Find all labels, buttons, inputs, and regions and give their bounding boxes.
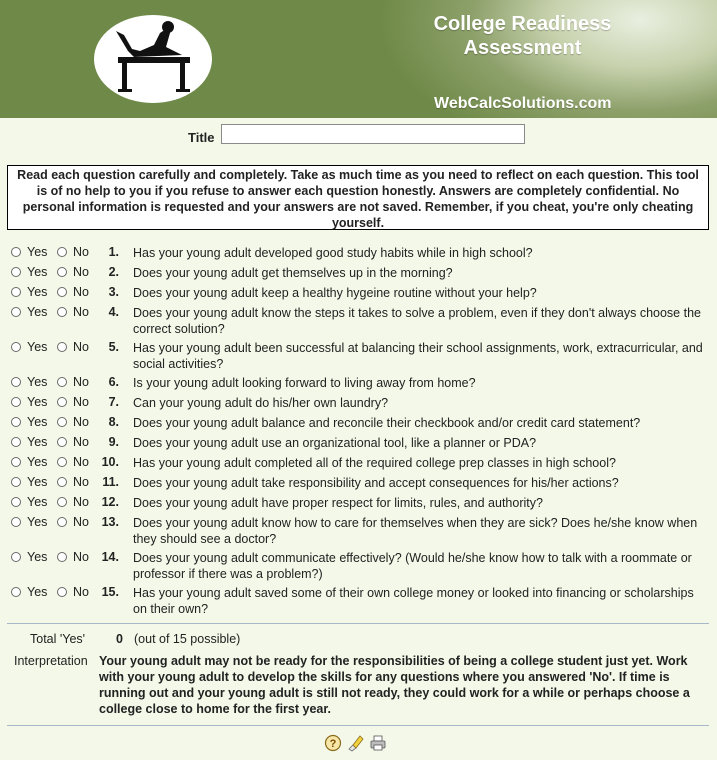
app-title-line2: Assessment: [463, 37, 582, 59]
yes-label[interactable]: Yes: [27, 375, 48, 389]
yes-label[interactable]: Yes: [27, 585, 48, 599]
yes-radio[interactable]: [11, 457, 21, 467]
no-label[interactable]: No: [73, 340, 89, 354]
question-number: 9.: [108, 435, 119, 449]
question-text: Does your young adult know how to care for themselves when they are sick? Does he/she know when they should see a doctor?: [133, 516, 698, 546]
no-label[interactable]: No: [73, 585, 89, 599]
question-text: Has your young adult been successful at balancing their school assignments, work, extracurricular, and social activities?: [133, 341, 703, 371]
question-number: 11.: [102, 475, 119, 489]
yes-label[interactable]: Yes: [27, 435, 48, 449]
question-number: 2.: [108, 265, 119, 279]
yes-radio[interactable]: [11, 517, 21, 527]
help-icon[interactable]: [324, 734, 342, 752]
question-text: Does your young adult have proper respect for limits, rules, and authority?: [133, 496, 543, 510]
no-radio[interactable]: [57, 477, 67, 487]
yes-label[interactable]: Yes: [27, 395, 48, 409]
yes-label[interactable]: Yes: [27, 550, 48, 564]
yes-label[interactable]: Yes: [27, 475, 48, 489]
yes-label[interactable]: Yes: [27, 285, 48, 299]
question-text: Does your young adult get themselves up in the morning?: [133, 266, 453, 280]
question-text: Does your young adult balance and reconcile their checkbook and/or credit card statement?: [133, 416, 641, 430]
no-radio[interactable]: [57, 377, 67, 387]
yes-radio[interactable]: [11, 497, 21, 507]
question-text: Does your young adult keep a healthy hygeine routine without your help?: [133, 286, 537, 300]
no-label[interactable]: No: [73, 305, 89, 319]
student-at-desk-icon: [94, 15, 212, 103]
no-radio[interactable]: [57, 587, 67, 597]
yes-label[interactable]: Yes: [27, 245, 48, 259]
yes-radio[interactable]: [11, 477, 21, 487]
no-radio[interactable]: [57, 417, 67, 427]
svg-text:?: ?: [329, 738, 337, 750]
yes-label[interactable]: Yes: [27, 305, 48, 319]
no-label[interactable]: No: [73, 515, 89, 529]
yes-label[interactable]: Yes: [27, 455, 48, 469]
header-banner: [0, 0, 717, 118]
no-radio[interactable]: [57, 307, 67, 317]
yes-radio[interactable]: [11, 397, 21, 407]
question-number: 4.: [108, 305, 119, 319]
total-yes-label: Total 'Yes': [30, 632, 86, 646]
no-radio[interactable]: [57, 437, 67, 447]
question-number: 13.: [101, 515, 119, 529]
no-radio[interactable]: [57, 247, 67, 257]
question-text: Does your young adult know the steps it takes to solve a problem, even if they don't always choose the correct solution?: [133, 306, 701, 336]
question-number: 6.: [108, 375, 119, 389]
title-input[interactable]: [221, 124, 525, 144]
no-label[interactable]: No: [73, 435, 89, 449]
yes-label[interactable]: Yes: [27, 515, 48, 529]
no-radio[interactable]: [57, 267, 67, 277]
question-number: 3.: [108, 285, 119, 299]
no-radio[interactable]: [57, 342, 67, 352]
interpretation-text: Your young adult may not be ready for the responsibilities of being a college student just yet. Work with your young adult to develop the skills for any questions where you answered 'No'. If time is running out and your young adult is still not ready, they could work for a while or perhaps choose a college close to home for the first year.: [99, 654, 690, 716]
app-title: [400, 12, 645, 60]
no-radio[interactable]: [57, 517, 67, 527]
yes-radio[interactable]: [11, 247, 21, 257]
question-text: Has your young adult developed good study habits while in high school?: [133, 246, 533, 260]
divider: [7, 623, 709, 624]
total-yes-value: 0: [116, 632, 123, 646]
site-name[interactable]: WebCalcSolutions.com: [434, 95, 612, 112]
yes-radio[interactable]: [11, 267, 21, 277]
no-radio[interactable]: [57, 397, 67, 407]
app-title-line1: College Readiness: [433, 13, 612, 35]
question-text: Has your young adult saved some of their own college money or looked into financing or scholarships on their own?: [133, 586, 694, 616]
instructions-box: Read each question carefully and completely. Take as much time as you need to reflect on each question. This tool is of no help to you if you refuse to answer each question honestly. Answers are completely confidential. No personal information is requested and your answers are not saved. Remember, if you cheat, you're only cheating yourself.: [7, 165, 709, 230]
no-label[interactable]: No: [73, 375, 89, 389]
title-label: Title: [188, 130, 215, 145]
question-number: 5.: [108, 340, 119, 354]
question-number: 10.: [101, 455, 119, 469]
question-text: Has your young adult completed all of the required college prep classes in high school?: [133, 456, 616, 470]
title-row: [0, 124, 717, 148]
question-number: 1.: [108, 245, 119, 259]
no-label[interactable]: No: [73, 495, 89, 509]
yes-radio[interactable]: [11, 307, 21, 317]
question-number: 12.: [101, 495, 119, 509]
print-icon[interactable]: [369, 734, 387, 752]
no-radio[interactable]: [57, 457, 67, 467]
yes-radio[interactable]: [11, 552, 21, 562]
no-radio[interactable]: [57, 552, 67, 562]
yes-label[interactable]: Yes: [27, 265, 48, 279]
question-text: Does your young adult communicate effectively? (Would he/she know how to talk with a roommate or professor if there was a problem?): [133, 551, 692, 581]
no-radio[interactable]: [57, 287, 67, 297]
no-label[interactable]: No: [73, 395, 89, 409]
question-number: 15.: [101, 585, 119, 599]
interpretation-label: Interpretation: [14, 654, 88, 668]
divider-bottom: [7, 725, 709, 726]
no-label[interactable]: No: [73, 285, 89, 299]
yes-radio[interactable]: [11, 377, 21, 387]
clear-icon[interactable]: [346, 734, 364, 752]
logo: [94, 15, 212, 103]
question-number: 7.: [108, 395, 119, 409]
question-text: Does your young adult use an organizational tool, like a planner or PDA?: [133, 436, 537, 450]
total-yes-note: (out of 15 possible): [134, 632, 241, 646]
yes-label[interactable]: Yes: [27, 495, 48, 509]
yes-radio[interactable]: [11, 342, 21, 352]
no-label[interactable]: No: [73, 245, 89, 259]
no-label[interactable]: No: [73, 475, 89, 489]
question-number: 14.: [101, 550, 119, 564]
yes-radio[interactable]: [11, 437, 21, 447]
yes-radio[interactable]: [11, 287, 21, 297]
question-text: Does your young adult take responsibility and accept consequences for his/her actions?: [133, 476, 619, 490]
question-text: Can your young adult do his/her own laundry?: [133, 396, 389, 410]
yes-label[interactable]: Yes: [27, 340, 48, 354]
question-number: 8.: [108, 415, 119, 429]
no-label[interactable]: No: [73, 550, 89, 564]
no-radio[interactable]: [57, 497, 67, 507]
yes-radio[interactable]: [11, 417, 21, 427]
no-label[interactable]: No: [73, 455, 89, 469]
yes-label[interactable]: Yes: [27, 415, 48, 429]
yes-radio[interactable]: [11, 587, 21, 597]
question-text: Is your young adult looking forward to living away from home?: [133, 376, 476, 390]
no-label[interactable]: No: [73, 415, 89, 429]
no-label[interactable]: No: [73, 265, 89, 279]
